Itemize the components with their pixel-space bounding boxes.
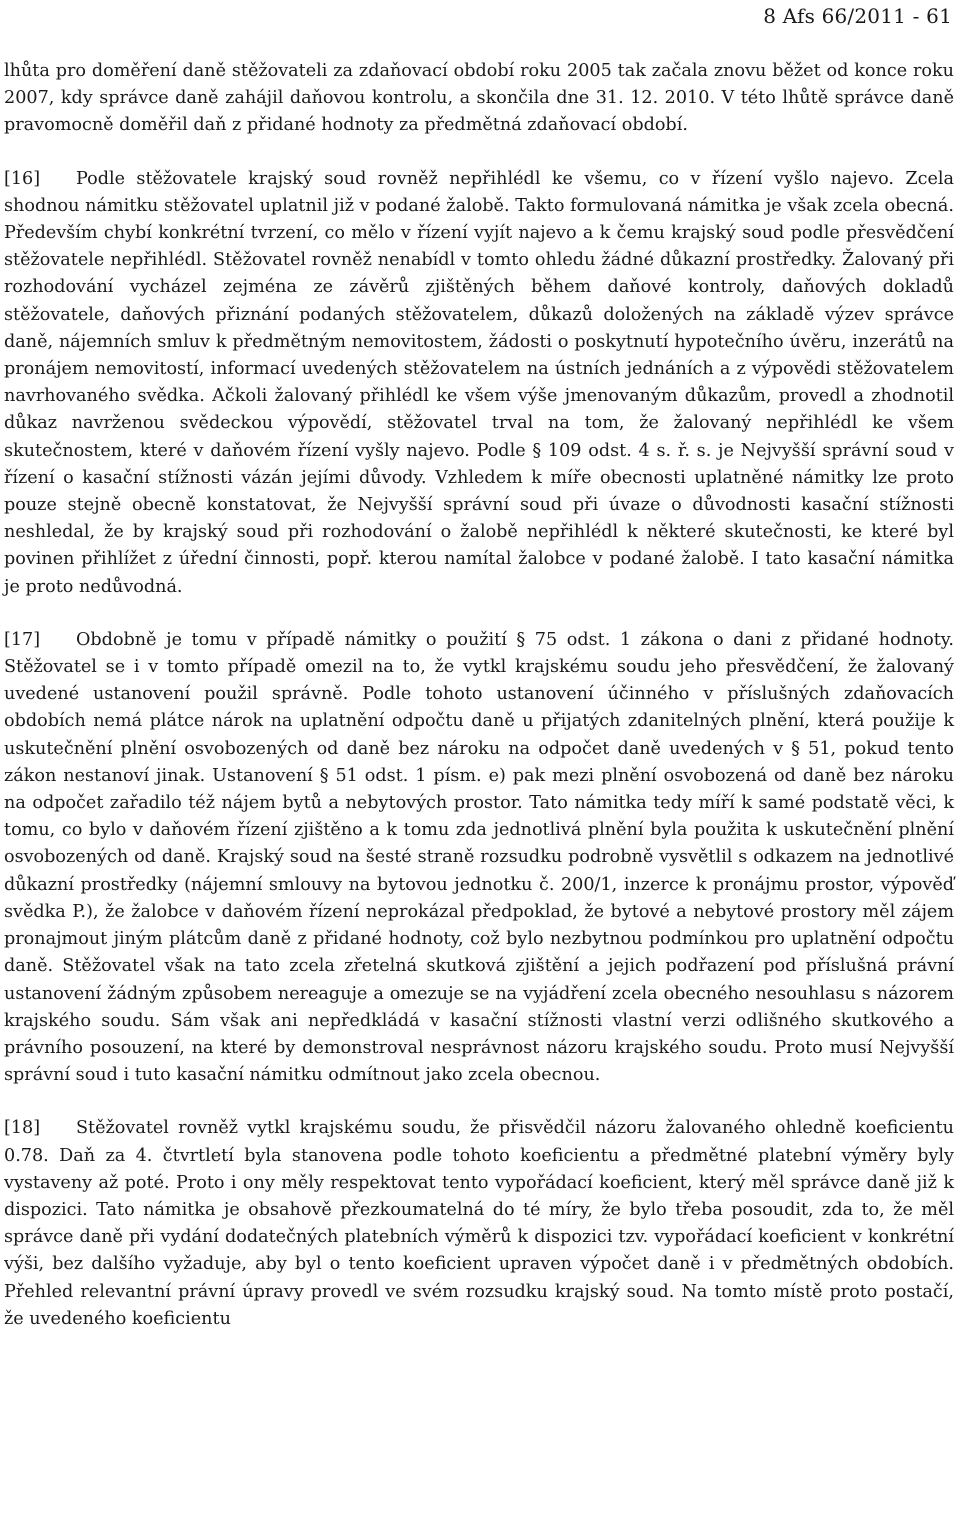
- paragraph-number: [16]: [4, 168, 41, 189]
- paragraph-text: lhůta pro doměření daně stěžovateli za zdaňovací období roku 2005 tak začala znovu běžet od konce roku 2007, kdy správce daně zahájil daňovou kontrolu, a skončila dne 31. 12. 2010. V této lhůtě správce daně pravomocně doměřil daň z přidané hodnoty za předmětná zdaňovací období.: [4, 61, 954, 136]
- paragraph-17: [4, 627, 954, 1089]
- paragraph-text: Podle stěžovatele krajský soud rovněž nepřihlédl ke všemu, co v řízení vyšlo najevo. Zcela shodnou námitku stěžovatel uplatnil již v podané žalobě. Takto formulovaná námitka je však zcela obecná. Především chybí konkrétní tvrzení, co mělo v řízení vyjít najevo a k čemu krajský soud podle přesvědčení stěžovatele nepřihlédl. Stěžovatel rovněž nenabídl v tomto ohledu žádné důkazní prostředky. Žalovaný při rozhodování vycházel zejména ze závěrů zjištěných během daňové kontroly, daňových dokladů stěžovatele, daňových přiznání podaných stěžovatelem, důkazů doložených na základě výzev správce daně, nájemních smluv k předmětným nemovitostem, žádosti o poskytnutí hypotečního úvěru, inzerátů na pronájem nemovitostí, informací uvedených stěžovatelem na ústních jednáních a z výpovědi stěžovatelem navrhovaného svědka. Ačkoli žalovaný přihlédl ke všem výše jmenovaným důkazům, provedl a zhodnotil důkaz navrženou svědeckou výpovědí, stěžovatel trval na tom, že žalovaný nepřihlédl ke všem skutečnostem, které v daňovém řízení vyšly najevo. Podle § 109 odst. 4 s. ř. s. je Nejvyšší správní soud v řízení o kasační stížnosti vázán jejími důvody. Vzhledem k míře obecnosti uplatněné námitky lze proto pouze stejně obecně konstatovat, že Nejvyšší správní soud při úvaze o důvodnosti kasační stížnosti neshledal, že by krajský soud při rozhodování o žalobě nepřihlédl k některé skutečnosti, ke které byl povinen přihlížet z úřední činnosti, popř. kterou namítal žalobce v podané žalobě. I tato kasační námitka je proto nedůvodná.: [4, 168, 954, 597]
- paragraph-18: [4, 1115, 954, 1333]
- paragraph-text: Obdobně je tomu v případě námitky o použití § 75 odst. 1 zákona o dani z přidané hodnoty. Stěžovatel se i v tomto případě omezil na to, že vytkl krajskému soudu jeho přesvědčení, že žalovaný uvedené ustanovení použil správně. Podle tohoto ustanovení účinného v příslušných zdaňovacích obdobích nemá plátce nárok na uplatnění odpočtu daně u přijatých zdanitelných plnění, která použije k uskutečnění plnění osvobozených od daně bez nároku na odpočet daně uvedených v § 51, pokud tento zákon nestanoví jinak. Ustanovení § 51 odst. 1 písm. e) pak mezi plnění osvobozená od daně bez nároku na odpočet zařadilo též nájem bytů a nebytových prostor. Tato námitka tedy míří k samé podstatě věci, k tomu, co bylo v daňovém řízení zjištěno a k tomu zda jednotlivá plnění byla použita k uskutečnění plnění osvobozených od daně. Krajský soud na šesté straně rozsudku podrobně vysvětlil s odkazem na jednotlivé důkazní prostředky (nájemní smlouvy na bytovou jednotku č. 200/1, inzerce k pronájmu prostor, výpověď svědka P.), že žalobce v daňovém řízení neprokázal předpoklad, že bytové a nebytové prostory měl zájem pronajmout jiným plátcům daně z přidané hodnoty, což bylo nezbytnou podmínkou pro uplatnění odpočtu daně. Stěžovatel však na tato zcela zřetelná skutková zjištění a jejich podřazení pod příslušná právní ustanovení žádným způsobem nereaguje a omezuje se na vyjádření zcela obecného nesouhlasu s názorem krajského soudu. Sám však ani nepředkládá v kasační stížnosti vlastní verzi odlišného skutkového a právního posouzení, na které by demonstroval nesprávnost názoru krajského soudu. Proto musí Nejvyšší správní soud i tuto kasační námitku odmítnout jako zcela obecnou.: [4, 629, 954, 1086]
- paragraph-text: Stěžovatel rovněž vytkl krajskému soudu, že přisvědčil názoru žalovaného ohledně koeficientu 0.78. Daň za 4. čtvrtletí byla stanovena podle tohoto koeficientu a předmětné platební výměry byly vystaveny až poté. Proto i ony měly respektovat tento vypořádací koeficient, který měl správce daně již k dispozici. Tato námitka je obsahově přezkoumatelná do té míry, že bylo třeba posoudit, zda to, že měl správce daně při vydání dodatečných platebních výměrů k dispozici tzv. vypořádací koeficient v konkrétní výši, bez dalšího vyžaduje, aby byl o tento koeficient upraven výpočet daně i v předmětných obdobích. Přehled relevantní právní úpravy provedl ve svém rozsudku krajský soud. Na tomto místě proto postačí, že uvedeného koeficientu: [4, 1118, 954, 1329]
- paragraph-number: [17]: [4, 629, 41, 650]
- paragraph-number: [18]: [4, 1118, 41, 1139]
- paragraph-continuation: [4, 58, 954, 140]
- document-body: [4, 58, 954, 1333]
- page-reference: 8 Afs 66/2011 - 61: [763, 4, 952, 28]
- paragraph-16: [4, 166, 954, 601]
